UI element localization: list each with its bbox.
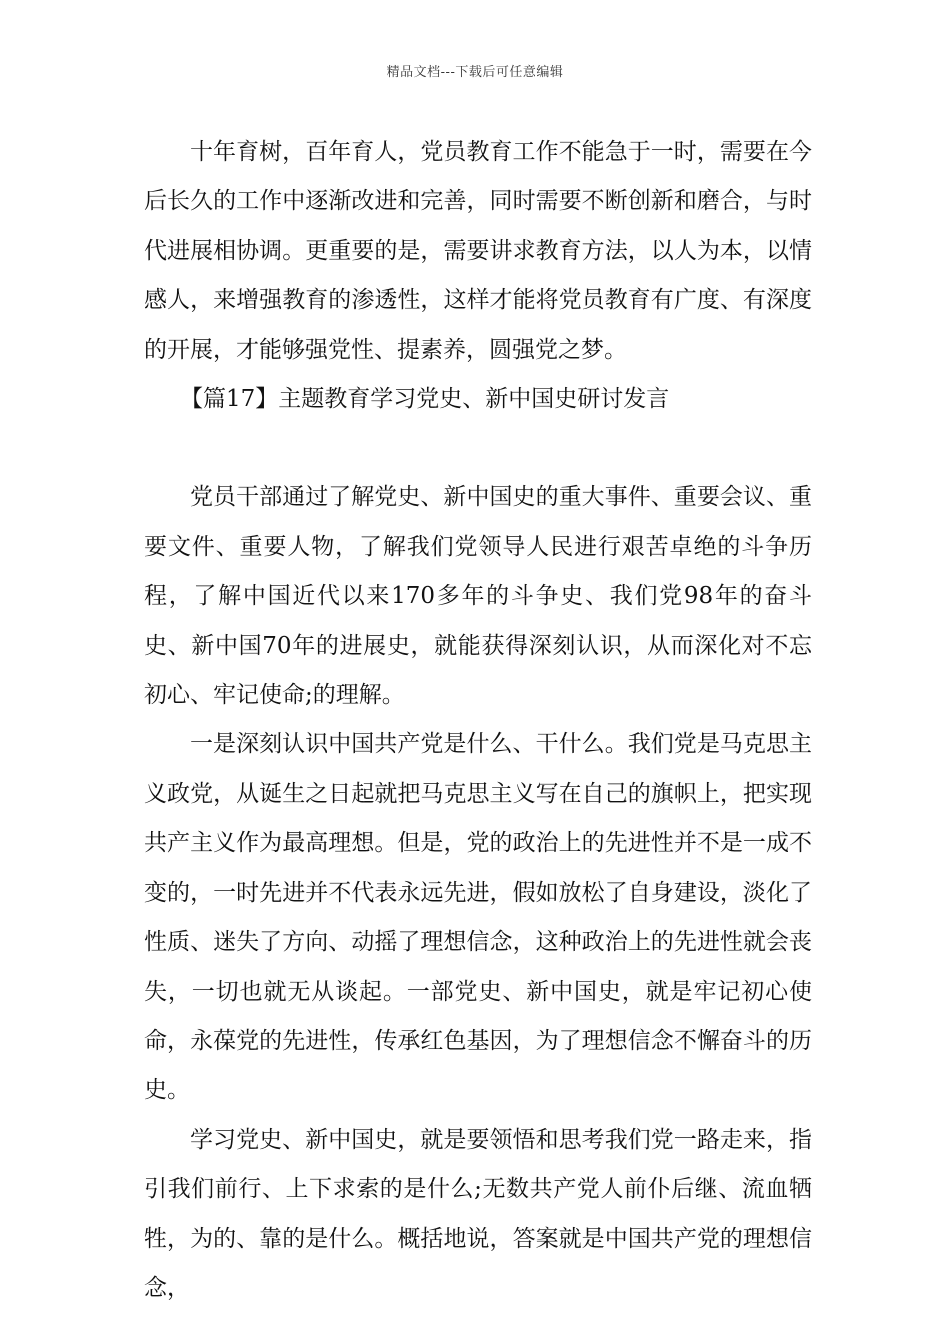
- page-header: 精品文档---下载后可任意编辑: [386, 65, 564, 80]
- paragraph-4: 学习党史、新中国史，就是要领悟和思考我们党一路走来，指引我们前行、上下求索的是什么;无数共产党人前仆后继、流血牺牲，为的、靠的是什么。概括地说，答案就是中国共产党的理想信念，: [144, 1126, 812, 1301]
- section-title: 【篇17】主题教育学习党史、新中国史研讨发言: [180, 386, 670, 413]
- document-body: [144, 128, 812, 1313]
- paragraph-2: 党员干部通过了解党史、新中国史的重大事件、重要会议、重要文件、重要人物，了解我们党领导人民进行艰苦卓绝的斗争历程，了解中国近代以来170多年的斗争史、我们党98年的奋斗史、新中国70年的进展史，就能获得深刻认识，从而深化对不忘初心、牢记使命;的理解。: [144, 484, 812, 709]
- paragraph-1: 十年育树，百年育人，党员教育工作不能急于一时，需要在今后长久的工作中逐渐改进和完善，同时需要不断创新和磨合，与时代进展相协调。更重要的是，需要讲求教育方法，以人为本，以情感人，来增强教育的渗透性，这样才能将党员教育有广度、有深度的开展，才能够强党性、提素养，圆强党之梦。: [144, 139, 812, 363]
- paragraph-3: 一是深刻认识中国共产党是什么、干什么。我们党是马克思主义政党，从诞生之日起就把马克思主义写在自己的旗帜上，把实现共产主义作为最高理想。但是，党的政治上的先进性并不是一成不变的，一时先进并不代表永远先进，假如放松了自身建设，淡化了性质、迷失了方向、动摇了理想信念，这种政治上的先进性就会丧失，一切也就无从谈起。一部党史、新中国史，就是牢记初心使命，永葆党的先进性，传承红色基因，为了理想信念不懈奋斗的历史。: [144, 731, 812, 1104]
- blank-line: [144, 424, 812, 473]
